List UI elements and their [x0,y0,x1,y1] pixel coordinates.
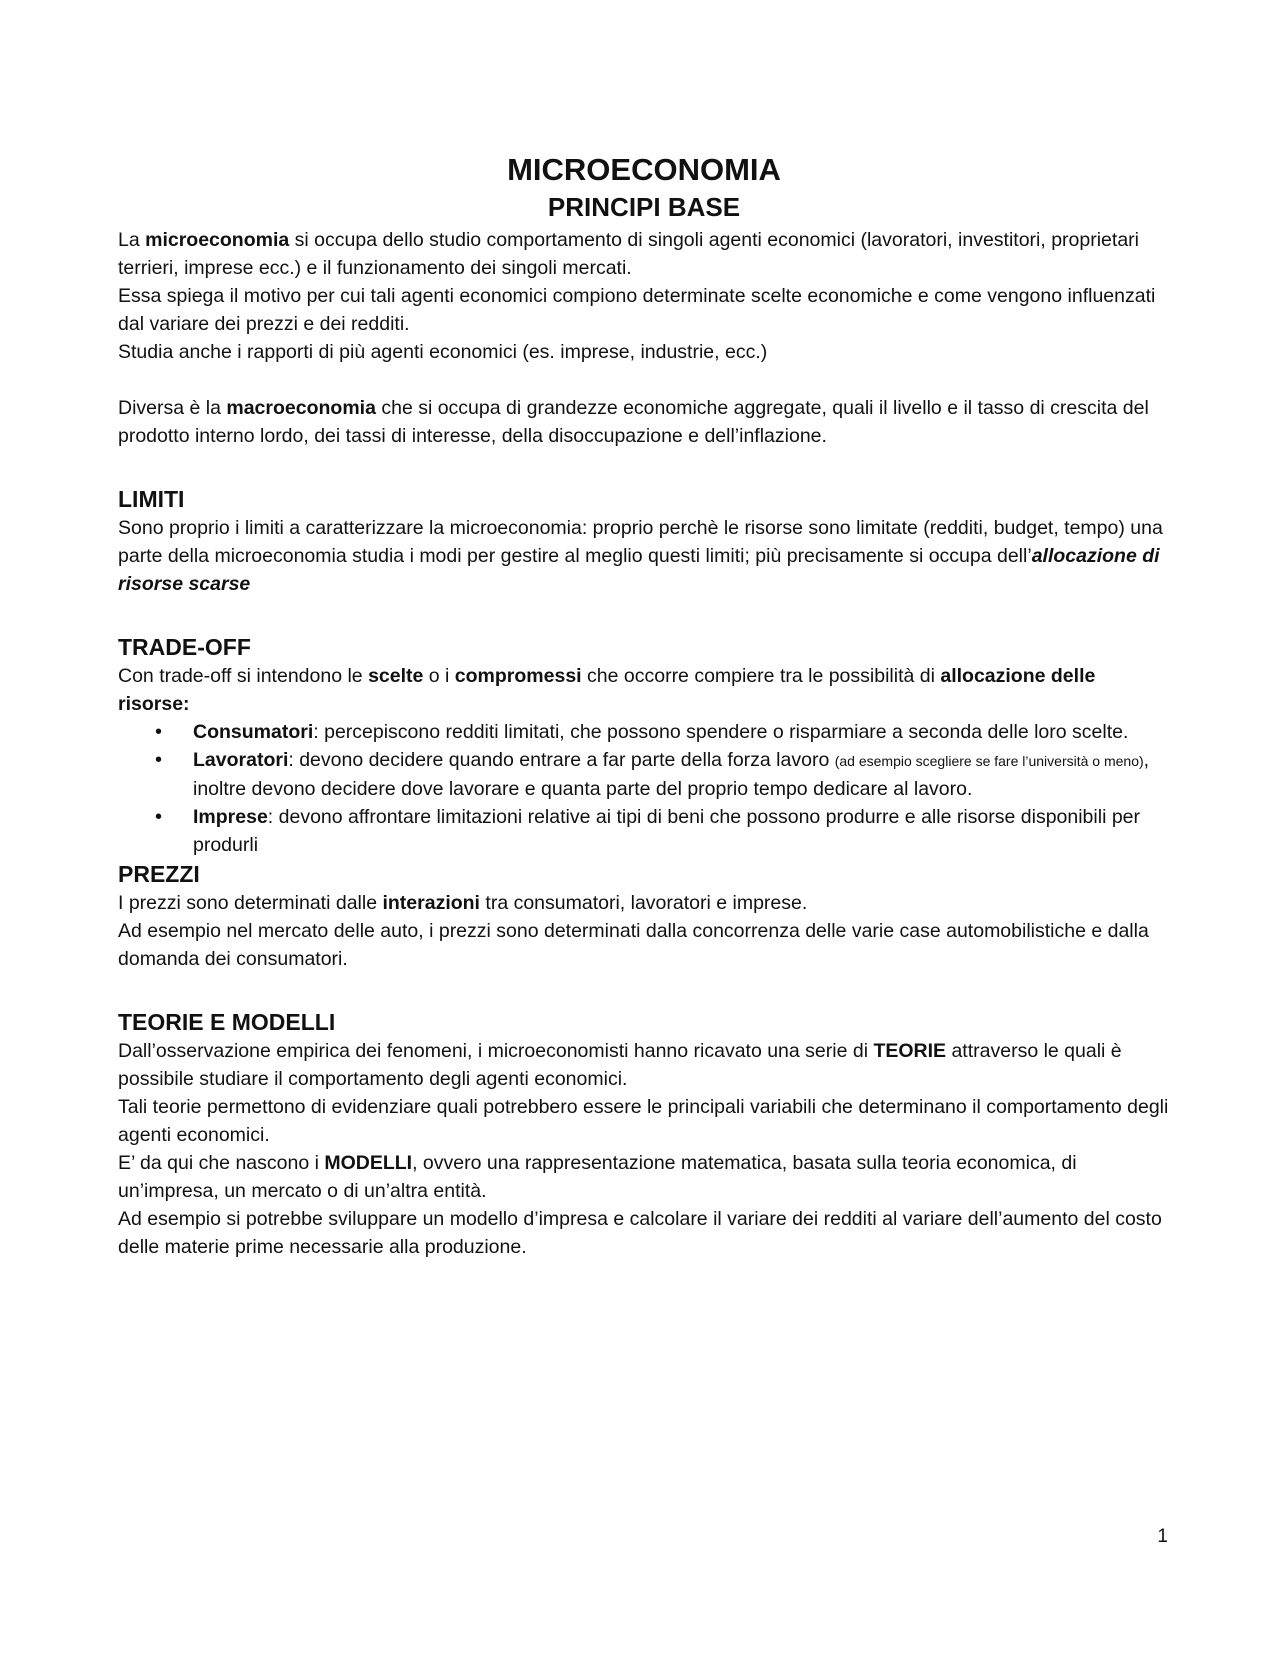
small-note: (ad esempio scegliere se fare l’università o meno) [834,753,1144,769]
prezzi-paragraph-2: Ad esempio nel mercato delle auto, i prezzi sono determinati dalla concorrenza delle varie case automobilistiche e dalla domanda dei consumatori. [118,920,1149,970]
bullet-icon: • [155,749,163,771]
teorie-paragraph-1: Dall’osservazione empirica dei fenomeni, i microeconomisti hanno ricavato una serie di TEORIE attraverso le quali è possibile studiare il comportamento degli agenti economici. [118,1040,1122,1090]
teorie-paragraph-2: Tali teorie permettono di evidenziare quali potrebbero essere le principali variabili che determinano il comportamento degli agenti economici. [118,1096,1169,1146]
teorie-paragraph-3: E’ da qui che nascono i MODELLI, ovvero una rappresentazione matematica, basata sulla teoria economica, di un’impresa, un mercato o di un’altra entità. [118,1152,1077,1202]
heading-prezzi: PREZZI [118,861,200,887]
intro-paragraph-3: Studia anche i rapporti di più agenti economici (es. imprese, industrie, ecc.) [118,341,768,363]
document-page [118,150,1170,1261]
bullet-icon: • [155,806,163,828]
tradeoff-paragraph: Con trade-off si intendono le scelte o i compromessi che occorre compiere tra le possibilità di allocazione delle risorse: [118,665,1096,715]
list-item-consumatori: • Consumatori: percepiscono redditi limitati, che possono spendere o risparmiare a seconda delle loro scelte. [193,718,1170,746]
allocazione-term: allocazione di risorse scarse [118,545,1160,595]
microeconomia-term: microeconomia [145,229,290,251]
list-item-imprese: • Imprese: devono affrontare limitazioni relative ai tipi di beni che possono produrre e alle risorse disponibili per produrli [193,803,1170,859]
prezzi-paragraph-1: I prezzi sono determinati dalle interazioni tra consumatori, lavoratori e imprese. [118,892,808,914]
heading-teorie: TEORIE E MODELLI [118,1009,336,1035]
document-title: MICROECONOMIA [507,152,781,187]
macroeconomia-term: macroeconomia [226,397,376,419]
tradeoff-list [118,718,1170,859]
page-number: 1 [1157,1526,1168,1547]
intro-paragraph-1: La microeconomia si occupa dello studio comportamento di singoli agenti economici (lavoratori, investitori, proprietari terrieri, imprese ecc.) e il funzionamento dei singoli mercati. [118,229,1139,279]
heading-limiti: LIMITI [118,486,185,512]
heading-tradeoff: TRADE-OFF [118,634,251,660]
bullet-icon: • [155,721,163,743]
teorie-paragraph-4: Ad esempio si potrebbe sviluppare un modello d’impresa e calcolare il variare dei redditi al variare dell’aumento del costo delle materie prime necessarie alla produzione. [118,1208,1162,1258]
limiti-paragraph: Sono proprio i limiti a caratterizzare la microeconomia: proprio perchè le risorse sono limitate (redditi, budget, tempo) una parte della microeconomia studia i modi per gestire al meglio questi limiti; più precisamente si occupa dell’allocazione di risorse scarse [118,517,1163,595]
document-subtitle: PRINCIPI BASE [547,192,741,222]
list-item-lavoratori: • Lavoratori: devono decidere quando entrare a far parte della forza lavoro (ad esempio scegliere se fare l’università o meno), inoltre devono decidere dove lavorare e quanta parte del proprio tempo dedicare al lavoro. [193,746,1170,803]
intro-paragraph-2: Essa spiega il motivo per cui tali agenti economici compiono determinate scelte economiche e come vengono influenzati dal variare dei prezzi e dei redditi. [118,285,1156,335]
intro-paragraph-4: Diversa è la macroeconomia che si occupa di grandezze economiche aggregate, quali il livello e il tasso di crescita del prodotto interno lordo, dei tassi di interesse, della disoccupazione e dell’inflazione. [118,397,1149,447]
